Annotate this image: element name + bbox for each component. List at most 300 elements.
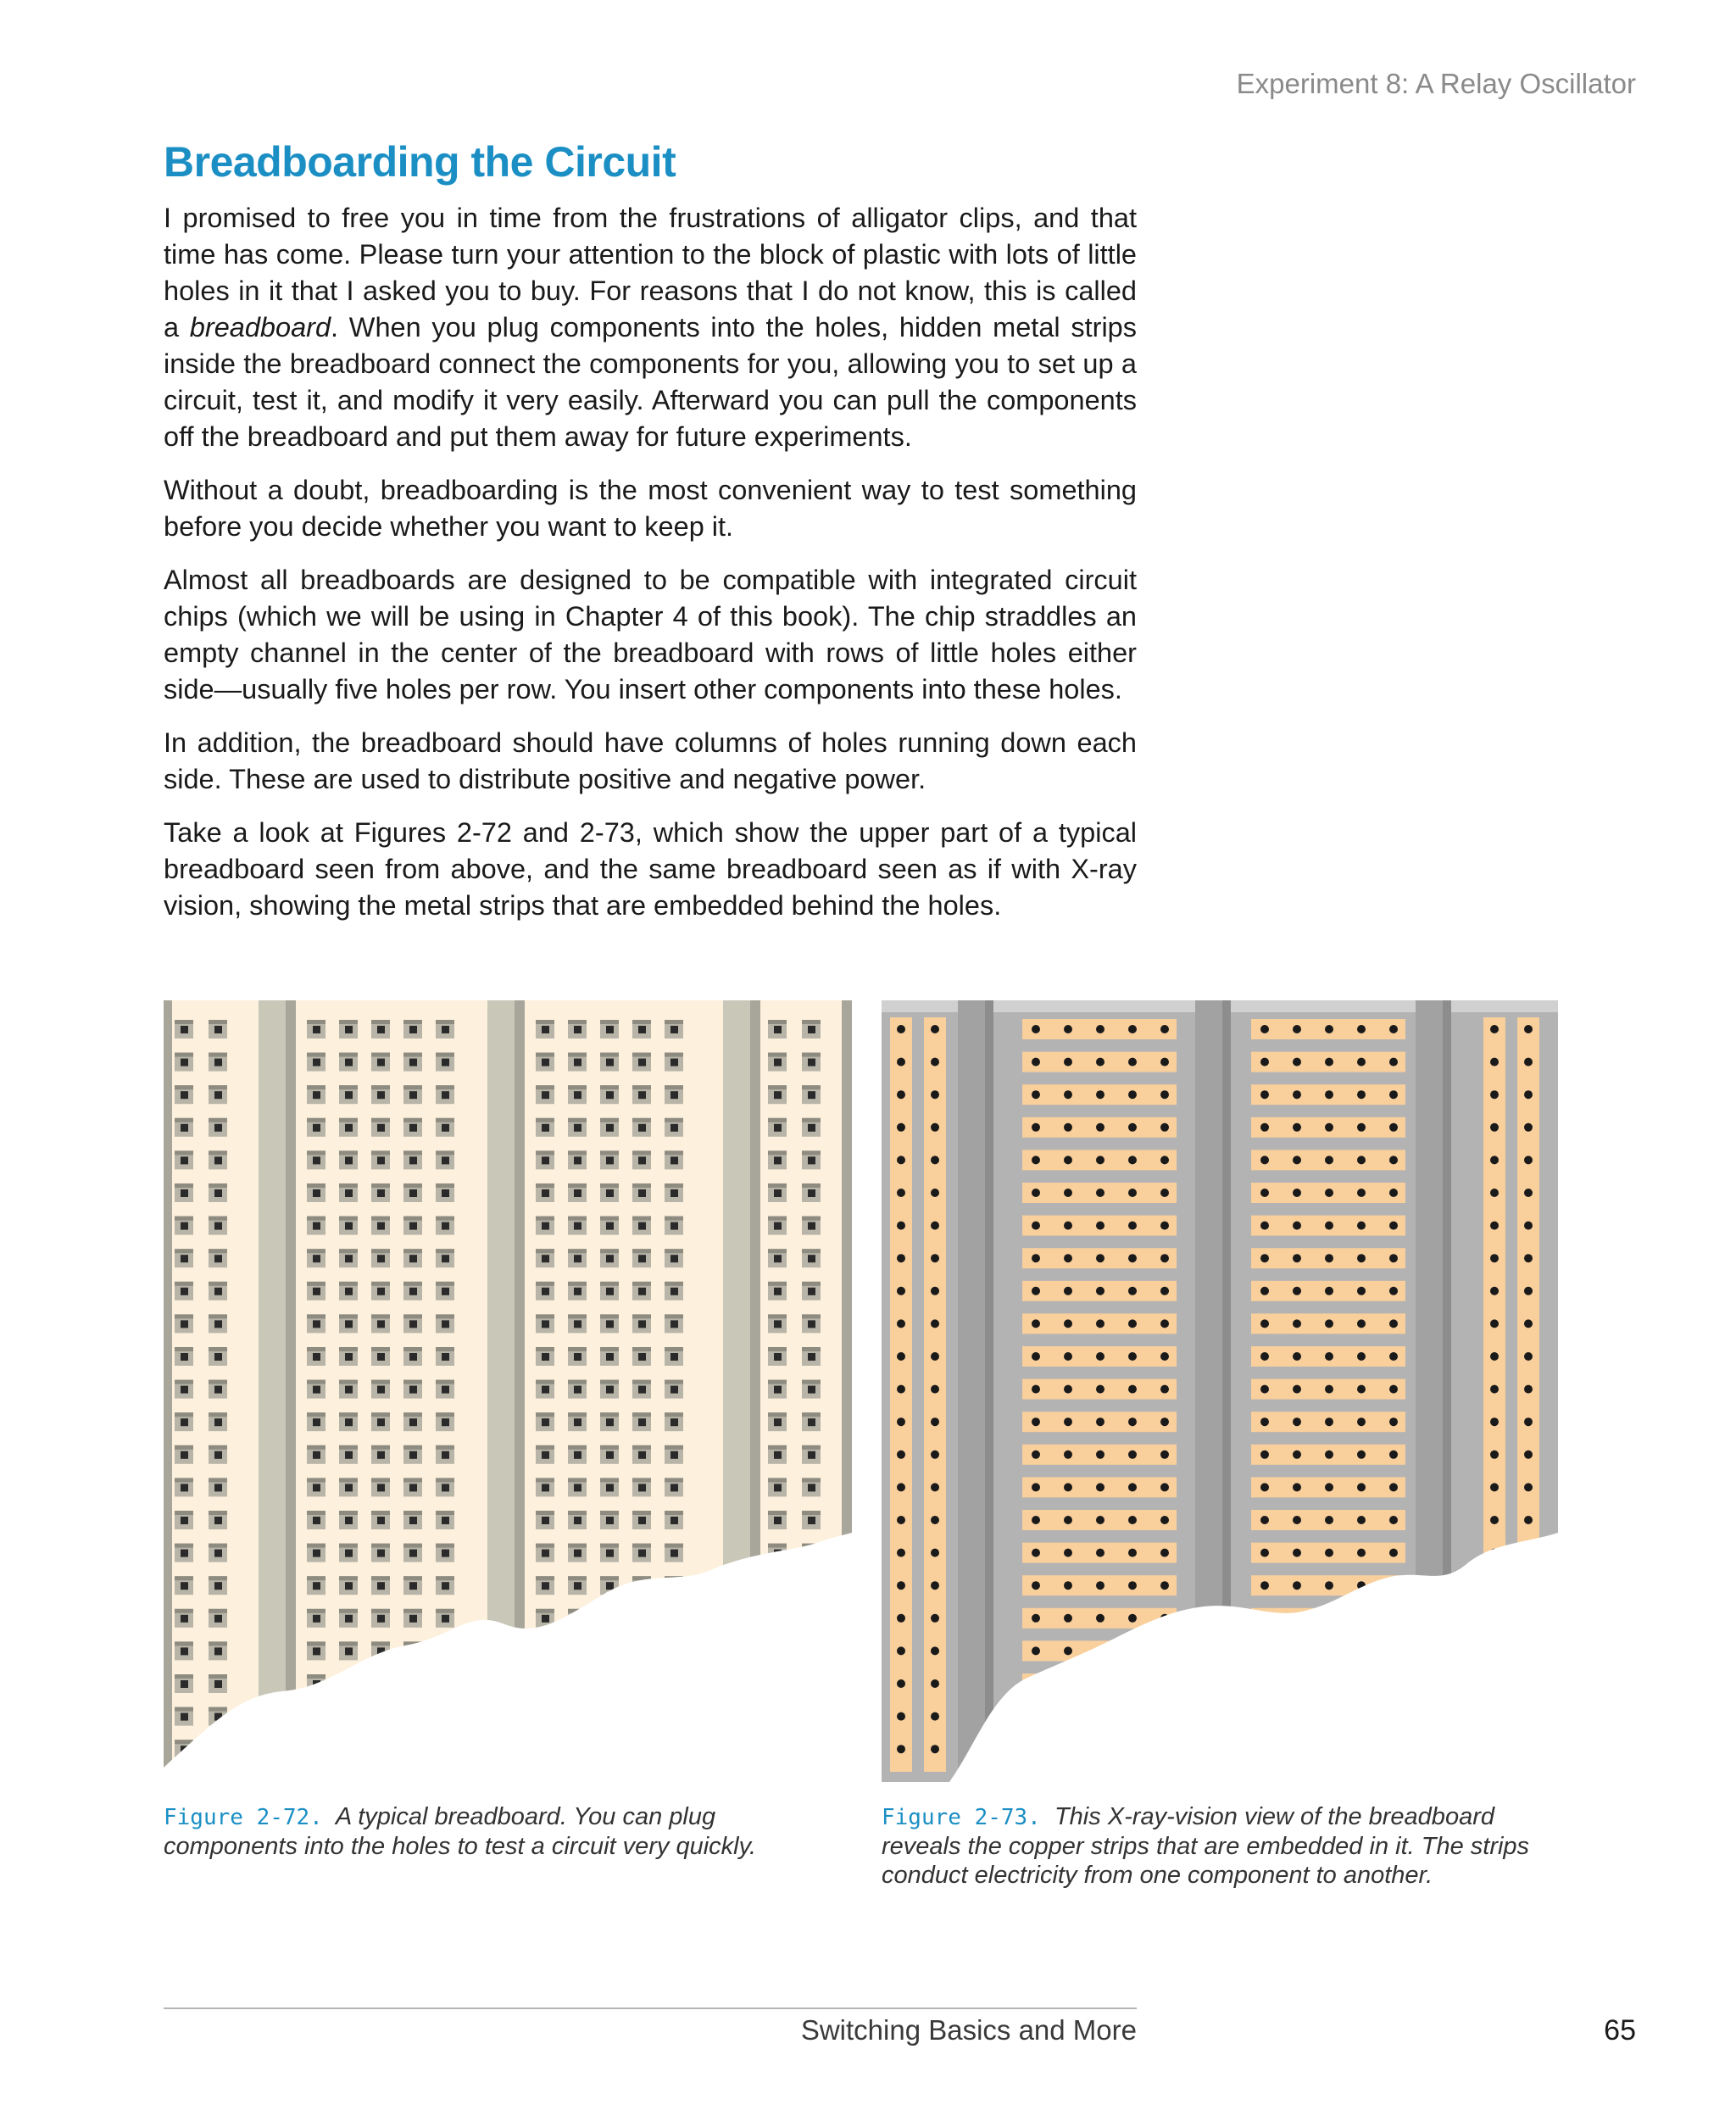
breadboard-hole-opening: [181, 1713, 188, 1721]
xray-hole-dot: [1064, 1287, 1072, 1295]
breadboard-hole-opening: [313, 1517, 320, 1524]
breadboard-hole-opening: [214, 1647, 222, 1655]
breadboard-hole-opening: [313, 1582, 320, 1590]
breadboard-hole-opening: [409, 1091, 417, 1099]
breadboard-hole-opening: [214, 1320, 222, 1328]
xray-hole-dot: [1293, 1254, 1301, 1262]
breadboard-hole-opening: [774, 1451, 782, 1459]
xray-hole-dot: [1064, 1319, 1072, 1328]
breadboard-hole-opening: [181, 1255, 188, 1262]
breadboard-hole-opening: [670, 1353, 678, 1361]
xray-hole-dot: [1389, 1155, 1398, 1164]
breadboard-hole-opening: [181, 1059, 188, 1066]
breadboard-hole-opening: [442, 1255, 449, 1262]
breadboard-hole-opening: [638, 1353, 646, 1361]
xray-hole-dot: [1325, 1417, 1333, 1426]
breadboard-hole-opening: [313, 1189, 320, 1197]
breadboard-hole-opening: [345, 1189, 353, 1197]
xray-hole-dot: [897, 1581, 905, 1590]
breadboard-hole-opening: [377, 1288, 385, 1295]
breadboard-hole-opening: [638, 1255, 646, 1262]
xray-hole-dot: [1064, 1451, 1072, 1459]
breadboard-hole-opening: [409, 1484, 417, 1491]
breadboard-hole-opening: [409, 1189, 417, 1197]
breadboard-hole-opening: [442, 1059, 449, 1066]
breadboard-hole-opening: [808, 1418, 815, 1426]
xray-hole-dot: [897, 1287, 905, 1295]
breadboard-hole-opening: [808, 1189, 815, 1197]
xray-hole-dot: [1357, 1287, 1366, 1295]
xray-hole-dot: [1490, 1319, 1499, 1328]
paragraph-1-text-b: . When you plug components into the holes, hidden metal strips inside the breadboard connect the components for you, allowing you to set up a circuit, test it, and modify it very easily. Afterward you can pull the components off the breadboard and put them away for future experiments.: [164, 312, 1137, 452]
xray-hole-dot: [931, 1483, 939, 1491]
xray-hole-dot: [1128, 1287, 1137, 1295]
breadboard-hole-opening: [670, 1124, 678, 1132]
breadboard-hole-opening: [606, 1451, 614, 1459]
xray-hole-dot: [1064, 1483, 1072, 1491]
breadboard-hole-opening: [606, 1550, 614, 1557]
breadboard-hole-opening: [313, 1353, 320, 1361]
breadboard-hole-opening: [442, 1288, 449, 1295]
xray-hole-dot: [1293, 1155, 1301, 1164]
xray-hole-dot: [1032, 1025, 1040, 1033]
figure-2-72-caption-text: A typical breadboard. You can plug components into the holes to test a circuit very quickly.: [164, 1803, 757, 1860]
breadboard-hole-opening: [442, 1418, 449, 1426]
breadboard-hole-opening: [313, 1550, 320, 1557]
breadboard-hole-opening: [542, 1418, 549, 1426]
xray-hole-dot: [1128, 1025, 1137, 1033]
xray-hole-dot: [1096, 1385, 1104, 1394]
breadboard-hole-opening: [313, 1255, 320, 1262]
xray-hole-dot: [1524, 1123, 1533, 1132]
breadboard-hole-opening: [574, 1484, 581, 1491]
xray-hole-dot: [1325, 1189, 1333, 1197]
footer-title: Switching Basics and More: [800, 2014, 1137, 2046]
breadboard-hole-opening: [181, 1189, 188, 1197]
xray-hole-dot: [897, 1679, 905, 1688]
figure-2-72-caption: [164, 1802, 833, 1861]
xray-hole-dot: [1032, 1254, 1040, 1262]
xray-hole-dot: [897, 1090, 905, 1099]
breadboard-hole-opening: [442, 1222, 449, 1230]
breadboard-hole-opening: [214, 1156, 222, 1164]
xray-hole-dot: [1490, 1483, 1499, 1491]
breadboard-hole-opening: [670, 1288, 678, 1295]
breadboard-hole-opening: [638, 1550, 646, 1557]
xray-hole-dot: [1160, 1058, 1169, 1066]
breadboard-hole-opening: [409, 1550, 417, 1557]
xray-hole-dot: [1128, 1352, 1137, 1361]
xray-hole-dot: [1490, 1155, 1499, 1164]
breadboard-hole-opening: [181, 1222, 188, 1230]
xray-hole-dot: [1096, 1483, 1104, 1491]
breadboard-hole-opening: [574, 1222, 581, 1230]
breadboard-hole-opening: [345, 1386, 353, 1394]
breadboard-hole-opening: [442, 1615, 449, 1623]
breadboard-hole-opening: [214, 1124, 222, 1132]
breadboard-hole-opening: [214, 1059, 222, 1066]
xray-hole-dot: [897, 1222, 905, 1230]
breadboard-hole-opening: [808, 1255, 815, 1262]
xray-hole-dot: [1096, 1254, 1104, 1262]
xray-hole-dot: [897, 1483, 905, 1491]
xray-hole-dot: [931, 1058, 939, 1066]
xray-hole-dot: [1128, 1451, 1137, 1459]
breadboard-hole-opening: [606, 1484, 614, 1491]
breadboard-hole-opening: [638, 1484, 646, 1491]
breadboard-hole-opening: [409, 1517, 417, 1524]
xray-hole-dot: [1160, 1189, 1169, 1197]
breadboard-hole-opening: [377, 1386, 385, 1394]
xray-hole-dot: [897, 1189, 905, 1197]
breadboard-hole-opening: [606, 1222, 614, 1230]
xray-hole-dot: [1325, 1451, 1333, 1459]
breadboard-hole-opening: [574, 1124, 581, 1132]
breadboard-hole-opening: [409, 1156, 417, 1164]
breadboard-hole-opening: [808, 1156, 815, 1164]
xray-hole-dot: [1032, 1352, 1040, 1361]
breadboard-hole-opening: [542, 1124, 549, 1132]
breadboard-hole-opening: [574, 1550, 581, 1557]
xray-hole-dot: [1096, 1549, 1104, 1557]
xray-hole-dot: [1032, 1287, 1040, 1295]
xray-hole-dot: [1160, 1319, 1169, 1328]
breadboard-hole-opening: [313, 1386, 320, 1394]
breadboard-hole-opening: [377, 1091, 385, 1099]
breadboard-hole-opening: [542, 1615, 549, 1623]
xray-hole-dot: [931, 1385, 939, 1394]
xray-hole-dot: [1524, 1155, 1533, 1164]
xray-hole-dot: [1490, 1025, 1499, 1033]
breadboard-hole-opening: [377, 1026, 385, 1033]
xray-hole-dot: [1064, 1581, 1072, 1590]
breadboard-hole-opening: [574, 1091, 581, 1099]
xray-hole-dot: [1357, 1189, 1366, 1197]
xray-hole-dot: [1524, 1254, 1533, 1262]
xray-hole-dot: [931, 1123, 939, 1132]
xray-hole-dot: [1160, 1222, 1169, 1230]
xray-hole-dot: [931, 1614, 939, 1623]
xray-hole-dot: [1032, 1516, 1040, 1524]
xray-hole-dot: [1389, 1549, 1398, 1557]
breadboard-hole-opening: [409, 1353, 417, 1361]
breadboard-hole-opening: [638, 1026, 646, 1033]
breadboard-hole-opening: [606, 1288, 614, 1295]
breadboard-hole-opening: [181, 1026, 188, 1033]
breadboard-hole-opening: [542, 1189, 549, 1197]
breadboard-hole-opening: [574, 1288, 581, 1295]
xray-hole-dot: [1524, 1189, 1533, 1197]
breadboard-hole-opening: [542, 1091, 549, 1099]
breadboard-hole-opening: [409, 1124, 417, 1132]
xray-hole-dot: [1064, 1222, 1072, 1230]
breadboard-hole-opening: [774, 1026, 782, 1033]
breadboard-hole-opening: [808, 1386, 815, 1394]
xray-hole-dot: [1293, 1058, 1301, 1066]
xray-hole-dot: [1128, 1155, 1137, 1164]
xray-hole-dot: [1293, 1123, 1301, 1132]
xray-hole-dot: [1325, 1254, 1333, 1262]
xray-hole-dot: [1389, 1385, 1398, 1394]
xray-hole-dot: [1064, 1155, 1072, 1164]
xray-hole-dot: [1064, 1385, 1072, 1394]
xray-hole-dot: [1357, 1222, 1366, 1230]
breadboard-hole-opening: [670, 1386, 678, 1394]
xray-hole-dot: [1160, 1385, 1169, 1394]
xray-hole-dot: [1128, 1222, 1137, 1230]
xray-hole-dot: [1357, 1549, 1366, 1557]
xray-hole-dot: [1160, 1254, 1169, 1262]
breadboard-hole-opening: [345, 1647, 353, 1655]
xray-hole-dot: [897, 1319, 905, 1328]
xray-hole-dot: [1032, 1155, 1040, 1164]
breadboard-xray-view-graphic: [882, 1000, 1558, 1782]
xray-hole-dot: [1490, 1417, 1499, 1426]
xray-hole-dot: [1032, 1319, 1040, 1328]
xray-hole-dot: [897, 1385, 905, 1394]
xray-hole-dot: [1325, 1516, 1333, 1524]
breadboard-hole-opening: [638, 1156, 646, 1164]
xray-hole-dot: [1260, 1417, 1269, 1426]
xray-hole-dot: [1490, 1287, 1499, 1295]
breadboard-hole-opening: [214, 1550, 222, 1557]
xray-hole-dot: [1096, 1123, 1104, 1132]
xray-hole-dot: [1389, 1123, 1398, 1132]
xray-hole-dot: [1293, 1549, 1301, 1557]
xray-hole-dot: [1260, 1352, 1269, 1361]
breadboard-hole-opening: [670, 1189, 678, 1197]
breadboard-hole-opening: [670, 1222, 678, 1230]
xray-hole-dot: [1032, 1451, 1040, 1459]
breadboard-hole-opening: [808, 1451, 815, 1459]
breadboard-hole-opening: [606, 1582, 614, 1590]
xray-hole-dot: [1260, 1025, 1269, 1033]
xray-hole-dot: [1064, 1352, 1072, 1361]
xray-hole-dot: [1325, 1352, 1333, 1361]
breadboard-hole-opening: [542, 1484, 549, 1491]
breadboard-hole-opening: [774, 1484, 782, 1491]
xray-hole-dot: [897, 1614, 905, 1623]
breadboard-hole-opening: [181, 1615, 188, 1623]
breadboard-hole-opening: [606, 1386, 614, 1394]
breadboard-hole-opening: [606, 1091, 614, 1099]
xray-hole-dot: [897, 1058, 905, 1066]
breadboard-hole-opening: [442, 1156, 449, 1164]
xray-hole-dot: [931, 1745, 939, 1753]
breadboard-hole-opening: [377, 1582, 385, 1590]
xray-hole-dot: [1325, 1025, 1333, 1033]
xray-hole-dot: [1032, 1646, 1040, 1655]
xray-hole-dot: [1064, 1417, 1072, 1426]
xray-channel-shadow: [985, 1000, 993, 1782]
xray-hole-dot: [1160, 1451, 1169, 1459]
xray-hole-dot: [1293, 1352, 1301, 1361]
xray-hole-dot: [1064, 1646, 1072, 1655]
xray-hole-dot: [897, 1451, 905, 1459]
figure-2-73-xray-illustration: [882, 1000, 1558, 1782]
running-head: Experiment 8: A Relay Oscillator: [1236, 68, 1636, 99]
breadboard-hole-opening: [670, 1451, 678, 1459]
xray-hole-dot: [1524, 1417, 1533, 1426]
breadboard-hole-opening: [774, 1059, 782, 1066]
xray-hole-dot: [1524, 1451, 1533, 1459]
breadboard-hole-opening: [606, 1156, 614, 1164]
breadboard-hole-opening: [574, 1026, 581, 1033]
xray-hole-dot: [1128, 1385, 1137, 1394]
xray-hole-dot: [1325, 1090, 1333, 1099]
xray-hole-dot: [1325, 1123, 1333, 1132]
xray-hole-dot: [1096, 1025, 1104, 1033]
xray-hole-dot: [1064, 1516, 1072, 1524]
board-channel-shadow: [286, 1000, 296, 1782]
xray-hole-dot: [1325, 1058, 1333, 1066]
xray-hole-dot: [1128, 1581, 1137, 1590]
breadboard-hole-opening: [808, 1124, 815, 1132]
breadboard-hole-opening: [670, 1517, 678, 1524]
xray-hole-dot: [1293, 1483, 1301, 1491]
xray-hole-dot: [1260, 1254, 1269, 1262]
page-number: 65: [1604, 2014, 1636, 2046]
xray-hole-dot: [1032, 1090, 1040, 1099]
breadboard-hole-opening: [442, 1320, 449, 1328]
xray-hole-dot: [897, 1025, 905, 1033]
paragraph-4: In addition, the breadboard should have columns of holes running down each side. These are used to distribute positive and negative power.: [164, 727, 1137, 794]
breadboard-hole-opening: [214, 1189, 222, 1197]
breadboard-hole-opening: [214, 1517, 222, 1524]
xray-hole-dot: [1490, 1385, 1499, 1394]
xray-hole-dot: [1032, 1385, 1040, 1394]
xray-hole-dot: [1325, 1287, 1333, 1295]
breadboard-hole-opening: [670, 1059, 678, 1066]
breadboard-hole-opening: [808, 1517, 815, 1524]
breadboard-hole-opening: [774, 1255, 782, 1262]
xray-hole-dot: [1260, 1319, 1269, 1328]
xray-hole-dot: [1389, 1516, 1398, 1524]
breadboard-hole-opening: [606, 1353, 614, 1361]
xray-hole-dot: [1260, 1222, 1269, 1230]
figure-2-72-breadboard-illustration: [164, 1000, 852, 1782]
breadboard-hole-opening: [808, 1059, 815, 1066]
xray-hole-dot: [1064, 1025, 1072, 1033]
xray-hole-dot: [1032, 1222, 1040, 1230]
breadboard-hole-opening: [345, 1288, 353, 1295]
xray-hole-dot: [897, 1516, 905, 1524]
breadboard-hole-opening: [574, 1353, 581, 1361]
xray-hole-dot: [1160, 1417, 1169, 1426]
breadboard-hole-opening: [377, 1320, 385, 1328]
xray-hole-dot: [1524, 1287, 1533, 1295]
xray-hole-dot: [1096, 1516, 1104, 1524]
xray-hole-dot: [897, 1745, 905, 1753]
breadboard-hole-opening: [542, 1353, 549, 1361]
xray-hole-dot: [1293, 1025, 1301, 1033]
breadboard-hole-opening: [345, 1418, 353, 1426]
breadboard-hole-opening: [345, 1320, 353, 1328]
breadboard-hole-opening: [808, 1026, 815, 1033]
breadboard-hole-opening: [442, 1517, 449, 1524]
xray-hole-dot: [931, 1417, 939, 1426]
xray-hole-dot: [931, 1516, 939, 1524]
xray-hole-dot: [897, 1254, 905, 1262]
xray-hole-dot: [931, 1189, 939, 1197]
breadboard-hole-opening: [214, 1222, 222, 1230]
breadboard-hole-opening: [409, 1615, 417, 1623]
xray-hole-dot: [1064, 1123, 1072, 1132]
breadboard-hole-opening: [670, 1320, 678, 1328]
xray-hole-dot: [1524, 1090, 1533, 1099]
breadboard-hole-opening: [606, 1517, 614, 1524]
xray-hole-dot: [1357, 1516, 1366, 1524]
breadboard-hole-opening: [774, 1517, 782, 1524]
breadboard-hole-opening: [181, 1353, 188, 1361]
breadboard-hole-opening: [442, 1026, 449, 1033]
xray-hole-dot: [1389, 1189, 1398, 1197]
breadboard-hole-opening: [345, 1582, 353, 1590]
breadboard-hole-opening: [606, 1320, 614, 1328]
breadboard-hole-opening: [313, 1288, 320, 1295]
breadboard-hole-opening: [774, 1091, 782, 1099]
xray-hole-dot: [1357, 1483, 1366, 1491]
breadboard-hole-opening: [638, 1451, 646, 1459]
breadboard-hole-opening: [377, 1189, 385, 1197]
breadboard-hole-opening: [214, 1091, 222, 1099]
xray-hole-dot: [1389, 1417, 1398, 1426]
xray-hole-dot: [1096, 1417, 1104, 1426]
xray-hole-dot: [1524, 1352, 1533, 1361]
xray-hole-dot: [1064, 1549, 1072, 1557]
breadboard-hole-opening: [345, 1124, 353, 1132]
breadboard-hole-opening: [377, 1550, 385, 1557]
breadboard-hole-opening: [574, 1582, 581, 1590]
xray-hole-dot: [1490, 1222, 1499, 1230]
xray-hole-dot: [1490, 1254, 1499, 1262]
breadboard-hole-opening: [181, 1517, 188, 1524]
breadboard-hole-opening: [442, 1386, 449, 1394]
xray-hole-dot: [1325, 1222, 1333, 1230]
breadboard-hole-opening: [345, 1451, 353, 1459]
breadboard-hole-opening: [774, 1418, 782, 1426]
breadboard-hole-opening: [313, 1615, 320, 1623]
breadboard-hole-opening: [345, 1517, 353, 1524]
breadboard-hole-opening: [670, 1418, 678, 1426]
xray-hole-dot: [931, 1352, 939, 1361]
figure-2-73-caption-text: This X-ray-vision view of the breadboard reveals the copper strips that are embedded in it. The strips conduct electricity from one component to another.: [882, 1803, 1530, 1889]
xray-hole-dot: [1064, 1058, 1072, 1066]
breadboard-hole-opening: [377, 1451, 385, 1459]
breadboard-hole-opening: [574, 1255, 581, 1262]
paragraph-3: Almost all breadboards are designed to be compatible with integrated circuit chips (which we will be using in Chapter 4 of this book). The chip straddles an empty channel in the center of the breadboard with rows of little holes either side—usually five holes per row. You insert other components into these holes.: [164, 565, 1137, 704]
breadboard-term: breadboard: [189, 312, 331, 342]
xray-hole-dot: [1524, 1025, 1533, 1033]
figure-2-73-label: Figure 2-73.: [882, 1805, 1041, 1830]
breadboard-hole-opening: [181, 1091, 188, 1099]
breadboard-hole-opening: [574, 1320, 581, 1328]
xray-hole-dot: [1032, 1189, 1040, 1197]
xray-hole-dot: [897, 1417, 905, 1426]
xray-hole-dot: [1096, 1222, 1104, 1230]
breadboard-hole-opening: [409, 1059, 417, 1066]
xray-hole-dot: [1096, 1319, 1104, 1328]
xray-hole-dot: [1293, 1222, 1301, 1230]
xray-hole-dot: [1325, 1549, 1333, 1557]
breadboard-hole-opening: [442, 1124, 449, 1132]
breadboard-hole-opening: [313, 1156, 320, 1164]
xray-hole-dot: [897, 1549, 905, 1557]
xray-hole-dot: [1293, 1385, 1301, 1394]
breadboard-hole-opening: [214, 1026, 222, 1033]
breadboard-hole-opening: [345, 1026, 353, 1033]
breadboard-hole-opening: [345, 1255, 353, 1262]
